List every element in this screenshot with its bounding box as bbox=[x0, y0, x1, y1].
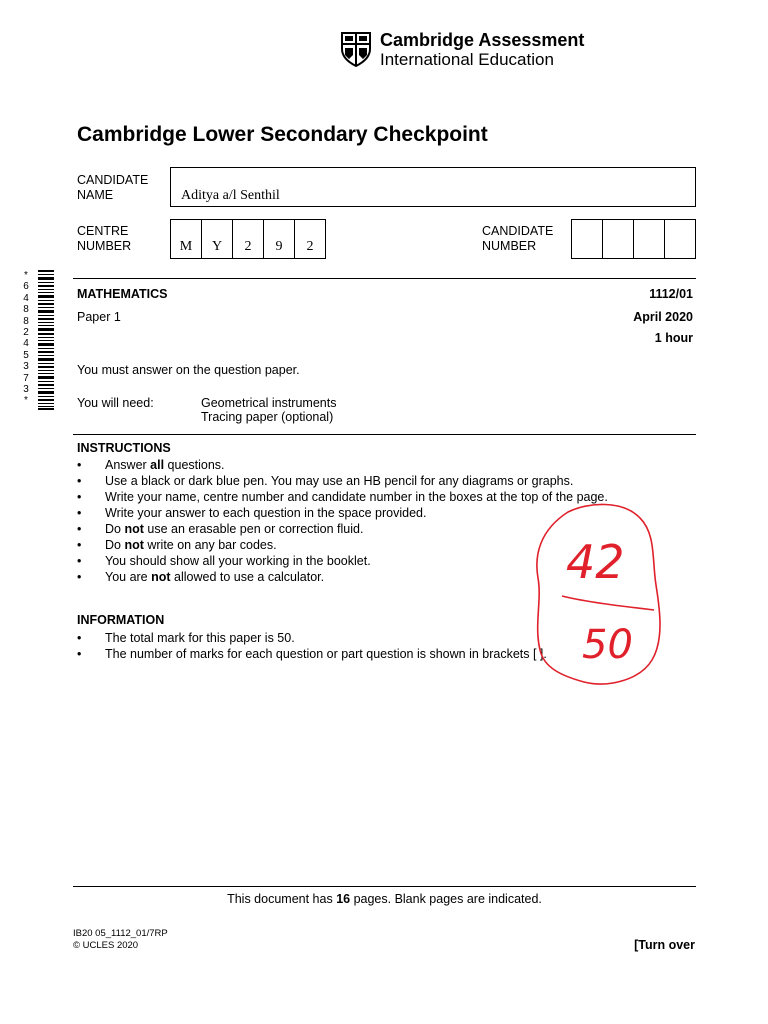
text-bold: not bbox=[124, 538, 144, 552]
barcode-digit: 3 bbox=[23, 361, 29, 373]
paper-code: 1112/01 bbox=[649, 287, 693, 301]
barcode-digit: 7 bbox=[23, 372, 29, 384]
text-bold: all bbox=[150, 458, 165, 472]
score-value: 42 bbox=[566, 535, 625, 589]
candidate-number-cell[interactable] bbox=[664, 219, 696, 259]
text: use an erasable pen or correction fluid. bbox=[143, 522, 364, 536]
list-item: • The number of marks for each question or part question is shown in brackets [ ]. bbox=[77, 646, 547, 662]
candidate-name-value: Aditya a/l Senthil bbox=[181, 188, 280, 203]
barcode-bars bbox=[38, 270, 54, 410]
barcode bbox=[20, 270, 60, 410]
text: pages. Blank pages are indicated. bbox=[350, 892, 542, 906]
centre-number-label bbox=[77, 224, 131, 254]
candidate-number-cell[interactable] bbox=[633, 219, 665, 259]
handwritten-score-annotation bbox=[528, 500, 678, 690]
document-ref: IB20 05_1112_01/7RP bbox=[73, 928, 168, 939]
crest-icon bbox=[340, 31, 372, 67]
divider bbox=[73, 886, 696, 887]
need-label: You will need: bbox=[77, 396, 154, 410]
text: You should show all your working in the booklet. bbox=[105, 554, 371, 568]
duration: 1 hour bbox=[654, 331, 693, 345]
need-item: Geometrical instruments bbox=[201, 396, 337, 410]
page-count: 16 bbox=[336, 892, 351, 906]
logo-line-2: International Education bbox=[380, 50, 554, 69]
text: Do bbox=[105, 538, 125, 552]
subject: MATHEMATICS bbox=[77, 287, 168, 301]
need-item: Tracing paper (optional) bbox=[201, 410, 334, 424]
candidate-number-cell[interactable] bbox=[571, 219, 603, 259]
cell-value: 9 bbox=[275, 239, 283, 254]
list-item bbox=[77, 473, 608, 489]
list-item: • The total mark for this paper is 50. bbox=[77, 630, 547, 646]
turn-over: [Turn over bbox=[634, 938, 695, 952]
candidate-number-label bbox=[482, 224, 553, 254]
list-item bbox=[77, 457, 608, 473]
copyright: © UCLES 2020 bbox=[73, 940, 139, 951]
cell-value: M bbox=[179, 239, 193, 254]
barcode-digit: * bbox=[24, 395, 28, 407]
cell-value: 2 bbox=[244, 239, 252, 254]
text: Write your name, centre number and candidate number in the boxes at the top of the page. bbox=[105, 490, 608, 504]
answer-note: You must answer on the question paper. bbox=[77, 363, 300, 377]
centre-number-cell[interactable] bbox=[294, 219, 326, 259]
barcode-digit: 8 bbox=[23, 315, 29, 327]
barcode-digit: 3 bbox=[23, 384, 29, 396]
cambridge-logo bbox=[340, 30, 585, 70]
total-value: 50 bbox=[582, 622, 633, 668]
cell-value: 2 bbox=[306, 239, 314, 254]
candidate-name-field[interactable] bbox=[170, 167, 696, 207]
text: write on any bar codes. bbox=[143, 538, 277, 552]
divider bbox=[73, 434, 696, 435]
cell-value: Y bbox=[211, 239, 223, 254]
label-line: NAME bbox=[77, 188, 114, 202]
text: Do bbox=[105, 522, 125, 536]
text-bold: not bbox=[124, 522, 144, 536]
label-line: NUMBER bbox=[482, 239, 537, 253]
candidate-name-label bbox=[77, 173, 148, 203]
need-list bbox=[201, 396, 336, 424]
barcode-digit: 4 bbox=[23, 292, 29, 304]
text-bold: not bbox=[151, 570, 171, 584]
barcode-number bbox=[20, 270, 32, 407]
barcode-digit: 5 bbox=[23, 349, 29, 361]
barcode-digit: 6 bbox=[23, 281, 29, 293]
text: questions. bbox=[164, 458, 225, 472]
logo-line-1: Cambridge Assessment bbox=[380, 30, 585, 50]
text: This document has bbox=[227, 892, 337, 906]
text: Use a black or dark blue pen. You may use an HB pencil for any diagrams or graphs. bbox=[105, 474, 574, 488]
label-line: NUMBER bbox=[77, 239, 132, 253]
centre-number-cell[interactable] bbox=[201, 219, 233, 259]
session: April 2020 bbox=[633, 310, 693, 324]
information-heading: INFORMATION bbox=[77, 613, 165, 627]
centre-number-cell[interactable] bbox=[170, 219, 202, 259]
candidate-number-field[interactable] bbox=[571, 219, 696, 259]
barcode-digit: 8 bbox=[23, 304, 29, 316]
text: Answer bbox=[105, 458, 151, 472]
centre-number-cell[interactable] bbox=[232, 219, 264, 259]
paper-number: Paper 1 bbox=[77, 310, 121, 324]
barcode-digit: * bbox=[24, 270, 28, 281]
page-count-note bbox=[73, 892, 696, 906]
label-line: CANDIDATE bbox=[77, 173, 149, 187]
information-list bbox=[77, 630, 547, 662]
barcode-digit: 4 bbox=[23, 338, 29, 350]
divider bbox=[73, 278, 696, 279]
label-line: CENTRE bbox=[77, 224, 129, 238]
page-title: Cambridge Lower Secondary Checkpoint bbox=[77, 123, 488, 146]
text: Write your answer to each question in the space provided. bbox=[105, 506, 427, 520]
centre-number-cell[interactable] bbox=[263, 219, 295, 259]
candidate-number-cell[interactable] bbox=[602, 219, 634, 259]
barcode-digit: 2 bbox=[23, 327, 29, 339]
instructions-heading: INSTRUCTIONS bbox=[77, 441, 171, 455]
label-line: CANDIDATE bbox=[482, 224, 554, 238]
text: You are bbox=[105, 570, 152, 584]
text: allowed to use a calculator. bbox=[170, 570, 325, 584]
centre-number-field[interactable] bbox=[170, 219, 326, 259]
